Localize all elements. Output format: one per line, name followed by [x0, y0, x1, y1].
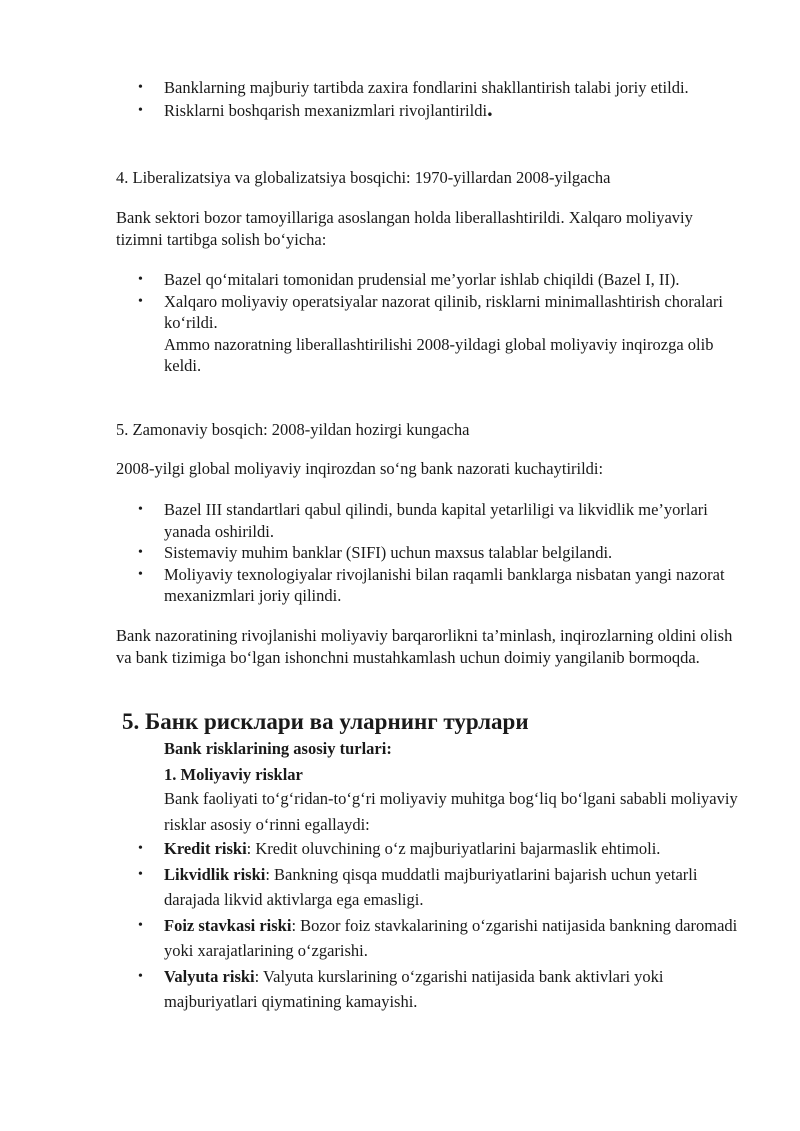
list-item-trailing-dot: . — [487, 95, 493, 121]
list-financial-risks — [116, 836, 746, 1015]
list-item — [116, 269, 746, 291]
risk-term: Foiz stavkasi riski — [164, 915, 292, 935]
list-item — [116, 913, 746, 964]
list-item — [116, 862, 746, 913]
list-item — [116, 564, 746, 607]
risk-term: Valyuta riski — [164, 966, 255, 986]
risk-description: : Bankning qisqa muddatli majburiyatlarini bajarish uchun yetarli darajada likvid aktivlarga ega emasligi. — [164, 864, 698, 909]
risk-term: Likvidlik riski — [164, 864, 266, 884]
list-item — [116, 542, 746, 564]
bullet-icon: • — [138, 293, 143, 309]
bullet-icon: • — [138, 545, 143, 560]
bullet-icon: • — [138, 917, 143, 933]
list-item-text: Moliyaviy texnologiyalar rivojlanishi bilan raqamli banklarga nisbatan yangi nazorat mexanizmlari joriy qilindi. — [164, 564, 725, 605]
list-stage4-measures — [116, 269, 746, 377]
list-stage5-measures — [116, 499, 746, 607]
list-stage3-measures — [116, 77, 746, 121]
list-item — [116, 499, 746, 542]
list-item-text: Sistemaviy muhim banklar (SIFI) uchun maxsus talablar belgilandi. — [164, 543, 613, 562]
list-item — [116, 77, 746, 99]
risk-description: : Kredit oluvchining o‘z majburiyatlarini bajarmaslik ehtimoli. — [246, 839, 661, 858]
list-item-text: Risklarni boshqarish mexanizmlari rivojlantirildi — [164, 100, 488, 120]
bullet-icon: • — [138, 102, 143, 118]
list-item-extra-text: Ammo nazoratning liberallashtirilishi 2008-yildagi global moliyaviy inqirozga olib keldi. — [164, 334, 714, 375]
risk-description: : Valyuta kurslarining o‘zgarishi natijasida bank aktivlari yoki majburiyatlari qiymatining kamayishi. — [164, 966, 664, 1011]
list-item — [116, 836, 746, 862]
subheading: Bank risklarining asosiy turlari: — [164, 739, 392, 758]
conclusion-paragraph: Bank nazoratining rivojlanishi moliyaviy barqarorlikni ta’minlash, inqirozlarning oldini olish va bank tizimiga bo‘lgan ishonchni mustahkamlash uchun doimiy yangilanib bormoqda. — [116, 626, 733, 667]
bullet-icon: • — [138, 502, 143, 517]
risk-term: Kredit riski — [164, 839, 247, 858]
bullet-icon: • — [138, 866, 143, 882]
list-item-text: Xalqaro moliyaviy operatsiyalar nazorat qilinib, risklarni minimallashtirish choralari ko‘rildi. — [164, 291, 724, 332]
list-item — [116, 964, 746, 1015]
stage5-intro: 2008-yilgi global moliyaviy inqirozdan so‘ng bank nazorati kuchaytirildi: — [116, 459, 604, 478]
stage4-intro: Bank sektori bozor tamoyillariga asoslangan holda liberallashtirildi. Xalqaro moliyaviy tizimni tartibga solish bo‘yicha: — [116, 208, 693, 249]
list-item — [116, 95, 746, 122]
list-item-text: Bazel III standartlari qabul qilindi, bunda kapital yetarliligi va likvidlik me’yorlari yanada oshirildi. — [164, 500, 708, 541]
risk-description: : Bozor foiz stavkalarining o‘zgarishi natijasida bankning daromadi yoki xarajatlarining o‘zgarishi. — [164, 915, 738, 960]
stage5-title: 5. Zamonaviy bosqich: 2008-yildan hozirgi kungacha — [116, 420, 470, 439]
section-heading: 5. Банк рисклари ва уларнинг турлари — [122, 709, 529, 734]
bullet-icon: • — [138, 841, 143, 856]
stage4-title: 4. Liberalizatsiya va globalizatsiya bosqichi: 1970-yillardan 2008-yilgacha — [116, 168, 611, 187]
bullet-icon: • — [138, 968, 143, 984]
list-item — [116, 291, 746, 377]
bullet-icon: • — [138, 80, 143, 95]
list-item-text: Bazel qo‘mitalari tomonidan prudensial me’yorlar ishlab chiqildi (Bazel I, II). — [164, 270, 680, 289]
bullet-icon: • — [138, 566, 143, 582]
list-item-text: Banklarning majburiy tartibda zaxira fondlarini shakllantirish talabi joriy etildi. — [164, 78, 689, 97]
subsection-title: 1. Moliyaviy risklar — [164, 765, 303, 784]
subsection-intro: Bank faoliyati to‘g‘ridan-to‘g‘ri moliyaviy muhitga bog‘liq bo‘lgani sababli moliyaviy risklar asosiy o‘rinni egallaydi: — [164, 789, 738, 834]
bullet-icon: • — [138, 272, 143, 287]
